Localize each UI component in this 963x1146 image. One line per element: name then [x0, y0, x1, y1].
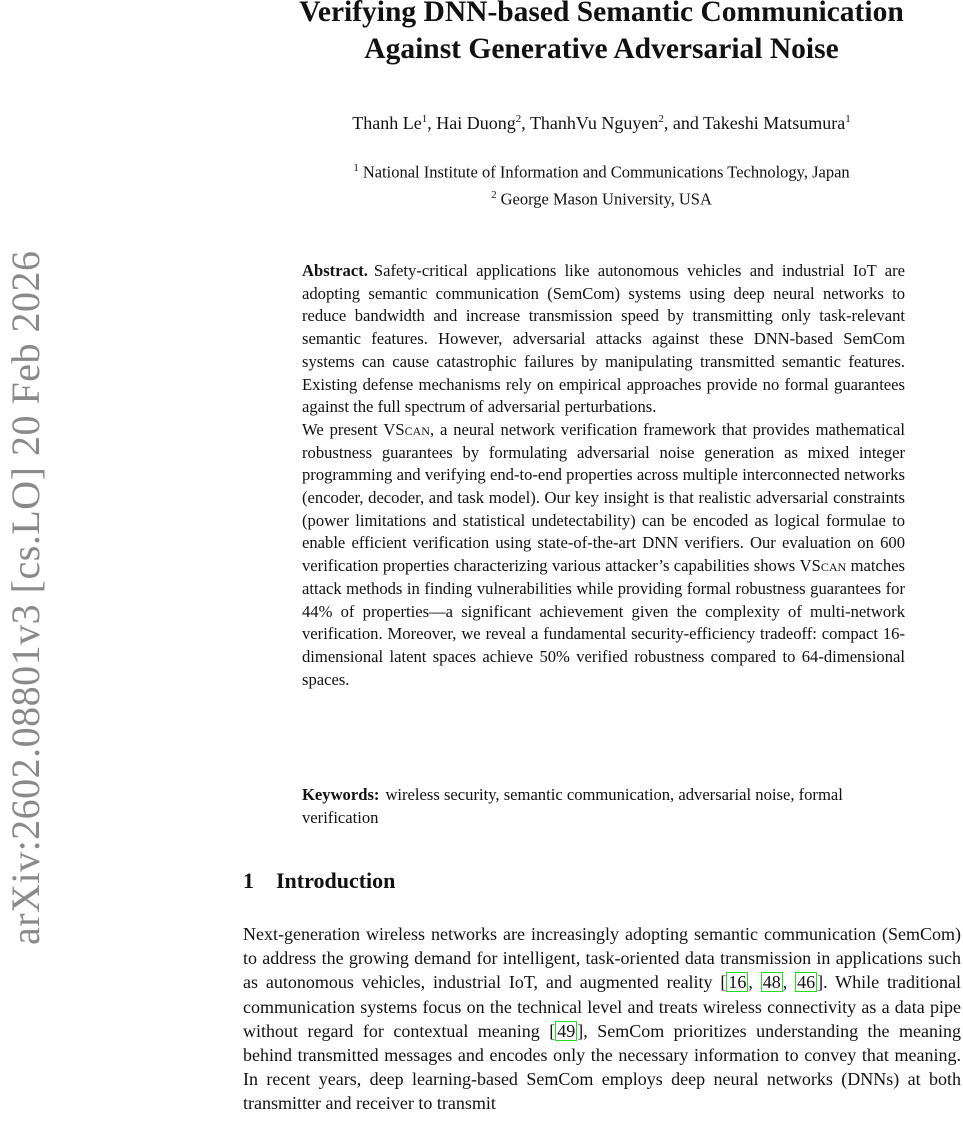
abstract [302, 260, 905, 691]
affiliation-number: 2 [491, 188, 497, 201]
author-affil-mark: 1 [421, 113, 428, 125]
abstract-text: We present [302, 419, 384, 439]
intro-text: Next-generation wireless networks are increasingly adopting semantic communication (SemCom) to address the growing demand for intelligent, task-oriented data transmission in applications such as autonomous vehicles, industrial IoT, and augmented reality [ [243, 924, 961, 993]
author-name: ThanhVu Nguyen [529, 113, 659, 133]
section-heading-introduction [243, 868, 395, 894]
keywords-text: wireless security, semantic communication, adversarial noise, formal verification [302, 785, 843, 827]
author-name: Thanh Le [352, 113, 422, 133]
citation-link[interactable]: 16 [728, 972, 747, 993]
author-list [240, 113, 963, 134]
abstract-label: Abstract. [302, 261, 368, 280]
abstract-text: , a neural network verification framework that provides mathematical robustness guarantees by formulating adversarial noise generation as mixed integer programming and verifying end-to-end properties across multiple interconnected networks (encoder, decoder, and task model). Our key insight is that realistic adversarial constraints (power limitations and statistical undetectability) can be encoded as logical formulae to enable efficient verification using state-of-the-art DNN verifiers. Our evaluation on 600 verification properties characterizing various attacker’s capabilities shows [302, 419, 905, 576]
paper-title [240, 0, 963, 68]
author-separator: , [521, 113, 530, 133]
citation-separator: , [748, 972, 761, 993]
author-affil-mark: 2 [515, 113, 522, 125]
abstract-paragraph-2 [302, 419, 905, 691]
affiliation-list [240, 157, 963, 210]
keywords-label: Keywords: [302, 785, 380, 804]
affiliation-name: George Mason University, USA [500, 189, 712, 208]
section-title: Introduction [276, 868, 396, 893]
intro-text: ], SemCom prioritizes understanding the meaning behind transmitted messages and encodes only the necessary information to convey that meaning. In recent years, deep learning-based SemCom employs deep neural networks (DNNs) at both transmitter and receiver to transmit [243, 1020, 961, 1114]
author-name: Hai Duong [436, 113, 516, 133]
author-affil-mark: 2 [658, 113, 664, 125]
arxiv-watermark: arXiv:2602.08801v3 [cs.LO] 20 Feb 2026 [3, 250, 48, 945]
author-affil-mark: 1 [845, 113, 851, 125]
affiliation [240, 157, 963, 184]
intro-text: ]. While traditional communication systems focus on the technical level and treats wireless connectivity as a data pipe without regard for contextual meaning [ [243, 972, 961, 1041]
abstract-text: Safety-critical applications like autonomous vehicles and industrial IoT are adopting semantic communication (SemCom) systems using deep neural networks to reduce bandwidth and increase transmission speed by transmitting only task-relevant semantic features. However, adversarial attacks against these DNN-based SemCom systems can cause catastrophic failures by manipulating transmitted semantic features. Existing defense mechanisms rely on empirical approaches provide no formal guarantees against the full spectrum of adversarial perturbations. [302, 261, 905, 417]
title-line-1: Verifying DNN-based Semantic Communication [299, 0, 904, 28]
affiliation-number: 1 [353, 162, 359, 174]
citation-separator: , [782, 972, 796, 993]
abstract-text: matches attack methods in finding vulnerabilities while providing formal robustness guarantees for 44% of properties—a significant achievement given the complexity of multi-network verification. Moreover, we reveal a fundamental security-efficiency tradeoff: compact 16-dimensional latent spaces achieve 50% verified robustness compared to 64-dimensional spaces. [302, 556, 905, 689]
author-separator: , and [663, 113, 703, 133]
title-line-2: Against Generative Adversarial Noise [364, 33, 839, 65]
citation-link[interactable]: 48 [762, 972, 781, 993]
citation-link[interactable]: 49 [557, 1020, 576, 1041]
citation-link[interactable]: 46 [797, 972, 816, 993]
affiliation [240, 184, 963, 211]
keywords [302, 784, 912, 829]
abstract-paragraph-1 [302, 260, 905, 419]
affiliation-name: National Institute of Information and Communications Technology, Japan [362, 162, 850, 182]
section-number: 1 [243, 868, 254, 893]
intro-paragraph [243, 922, 961, 1116]
tool-name: VScan [799, 556, 847, 576]
author-name: Takeshi Matsumura [703, 113, 846, 133]
tool-name: VScan [383, 419, 430, 439]
author-separator: , [427, 113, 437, 133]
